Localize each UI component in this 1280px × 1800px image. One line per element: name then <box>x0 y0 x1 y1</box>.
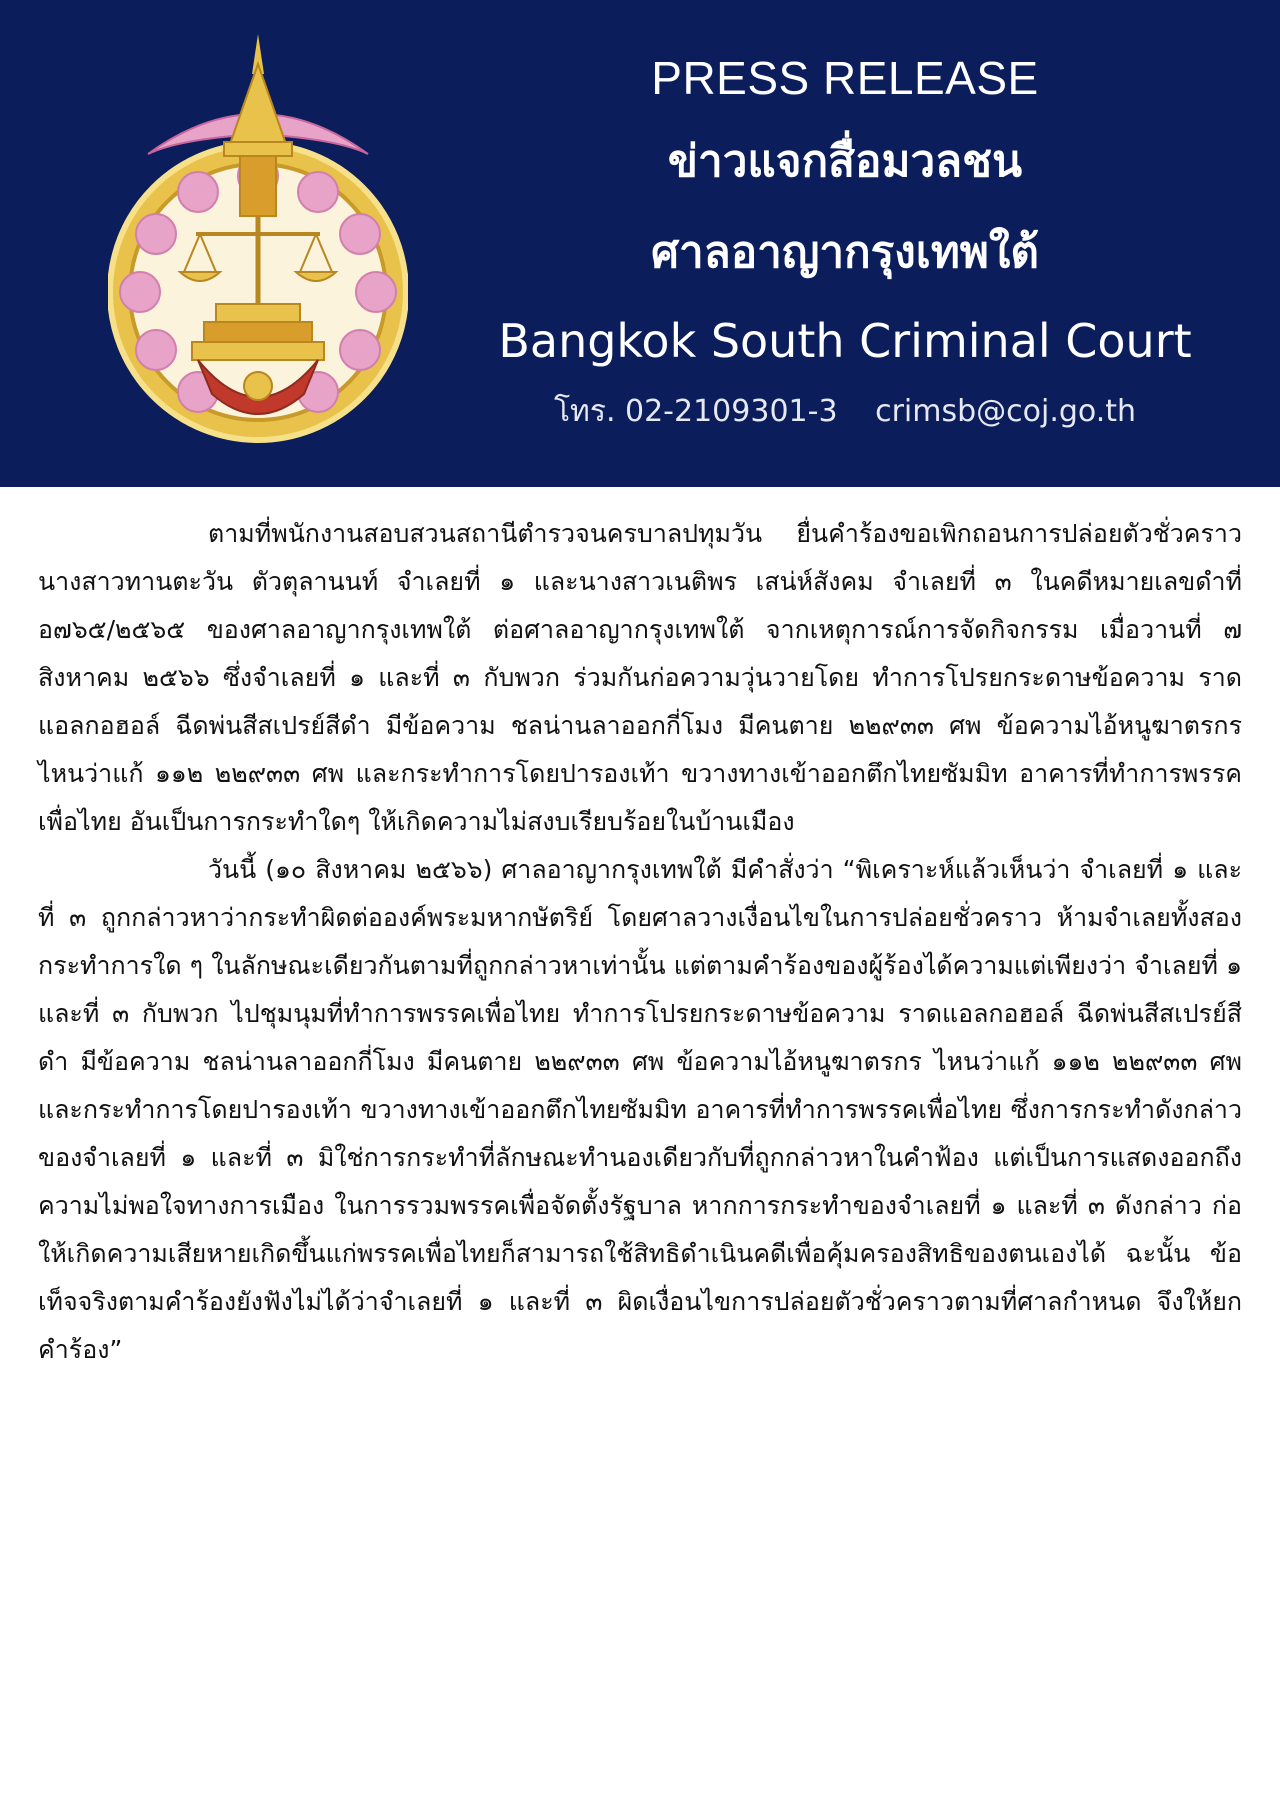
contact-line <box>440 384 1250 440</box>
court-name-thai: ศาลอาญากรุงเทพใต้ <box>651 227 1039 278</box>
email-address[interactable]: crimsb@coj.go.th <box>875 394 1137 429</box>
body-paragraph-2: วันนี้ (๑๐ สิงหาคม ๒๕๖๖) ศาลอาญากรุงเทพใต้ มีคำสั่งว่า “พิเคราะห์แล้วเห็นว่า จำเลยที่ ๑ และที่ ๓ ถูกกล่าวหาว่ากระทำผิดต่อองค์พระมหากษัตริย์ โดยศาลวางเงื่อนไขในการปล่อยชั่วคราว ห้ามจำเลยทั้งสองกระทำการใด ๆ ในลักษณะเดียวกันตามที่ถูกกล่าวหาเท่านั้น แต่ตามคำร้องของผู้ร้องได้ความแต่เพียงว่า จำเลยที่ ๑ และที่ ๓ กับพวก ไปชุมนุมที่ทำการพรรคเพื่อไทย ทำการโปรยกระดาษข้อความ ราดแอลกอฮอล์ ฉีดพ่นสีสเปรย์สีดำ มีข้อความ ชลน่านลาออกกี่โมง มีคนตาย ๒๒๙๓๓ ศพ ข้อความไอ้หนูฆาตรกร ไหนว่าแก้ ๑๑๒ ๒๒๙๓๓ ศพ และกระทำการโดยปารองเท้า ขวางทางเข้าออกตึกไทยซัมมิท อาคารที่ทำการพรรคเพื่อไทย ซึ่งการกระทำดังกล่าวของจำเลยที่ ๑ และที่ ๓ มิใช่การกระทำที่ลักษณะทำนองเดียวกับที่ถูกกล่าวหาในคำฟ้อง แต่เป็นการแสดงออกถึงความไม่พอใจทางการเมือง ในการรวมพรรคเพื่อจัดตั้งรัฐบาล หากการกระทำของจำเลยที่ ๑ และที่ ๓ ดังกล่าว ก่อให้เกิดความเสียหายเกิดขึ้นแก่พรรคเพื่อไทยก็สามารถใช้สิทธิดำเนินคดีเพื่อคุ้มครองสิทธิของตนเองได้ ฉะนั้น ข้อเท็จจริงตามคำร้องยังฟังไม่ได้ว่าจำเลยที่ ๑ และที่ ๓ ผิดเงื่อนไขการปล่อยตัวชั่วคราวตามที่ศาลกำหนด จึงให้ยกคำร้อง” <box>38 855 1242 1364</box>
header-titles <box>440 40 1250 440</box>
body-paragraph-1: ตามที่พนักงานสอบสวนสถานีตำรวจนครบาลปทุมวัน ยื่นคำร้องขอเพิกถอนการปล่อยตัวชั่วคราว นางสาวทานตะวัน ตัวตุลานนท์ จำเลยที่ ๑ และนางสาวเนติพร เสน่ห์สังคม จำเลยที่ ๓ ในคดีหมายเลขดำที่ อ๗๖๕/๒๕๖๕ ของศาลอาญากรุงเทพใต้ ต่อศาลอาญากรุงเทพใต้ จากเหตุการณ์การจัดกิจกรรม เมื่อวานที่ ๗ สิงหาคม ๒๕๖๖ ซึ่งจำเลยที่ ๑ และที่ ๓ กับพวก ร่วมกันก่อความวุ่นวายโดย ทำการโปรยกระดาษข้อความ ราดแอลกอฮอล์ ฉีดพ่นสีสเปรย์สีดำ มีข้อความ ชลน่านลาออกกี่โมง มีคนตาย ๒๒๙๓๓ ศพ ข้อความไอ้หนูฆาตรกร ไหนว่าแก้ ๑๑๒ ๒๒๙๓๓ ศพ และกระทำการโดยปารองเท้า ขวางทางเข้าออกตึกไทยซัมมิท อาคารที่ทำการพรรคเพื่อไทย อันเป็นการกระทำใดๆ ให้เกิดความไม่สงบเรียบร้อยในบ้านเมือง <box>38 519 1242 836</box>
press-release-body <box>38 510 1242 1374</box>
press-release-title: PRESS RELEASE <box>651 52 1039 104</box>
press-release-title-thai: ข่าวแจกสื่อมวลชน <box>667 136 1023 187</box>
phone-number: โทร. 02-2109301-3 <box>553 394 838 429</box>
court-emblem <box>108 34 408 454</box>
court-name-english: Bangkok South Criminal Court <box>498 314 1192 368</box>
header-banner <box>0 0 1280 487</box>
